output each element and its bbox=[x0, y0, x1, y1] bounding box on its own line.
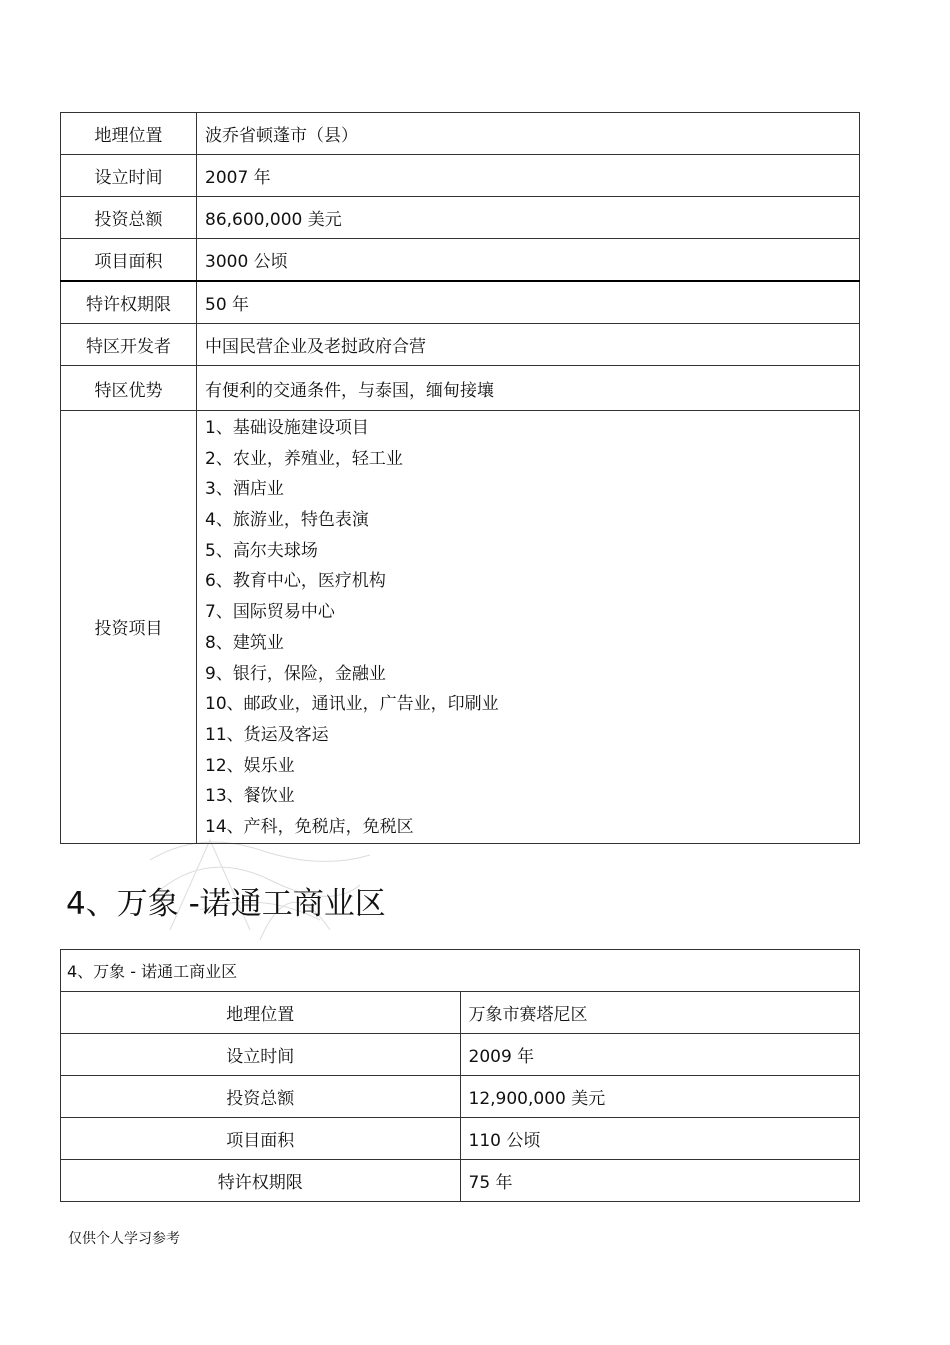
table-row bbox=[61, 197, 860, 239]
list-item: 11、货运及客运 bbox=[205, 724, 329, 745]
list-item: 14、产科，免税店，免税区 bbox=[205, 816, 414, 837]
row-label: 特许权期限 bbox=[61, 1160, 461, 1202]
row-label: 设立时间 bbox=[61, 155, 197, 197]
row-label: 项目面积 bbox=[61, 1118, 461, 1160]
row-label: 地理位置 bbox=[61, 992, 461, 1034]
row-value: 86,600,000 美元 bbox=[197, 197, 860, 239]
row-label: 设立时间 bbox=[61, 1034, 461, 1076]
list-item: 2、农业，养殖业，轻工业 bbox=[205, 448, 403, 469]
table-row bbox=[61, 324, 860, 366]
list-item: 3、酒店业 bbox=[205, 479, 284, 500]
row-label: 特区开发者 bbox=[61, 324, 197, 366]
row-value: 万象市赛塔尼区 bbox=[460, 992, 860, 1034]
footer-note: 仅供个人学习参考 bbox=[68, 1231, 180, 1247]
table-row bbox=[61, 239, 860, 282]
table-row bbox=[61, 1160, 860, 1202]
list-item: 4、旅游业，特色表演 bbox=[205, 510, 369, 531]
row-label: 投资总额 bbox=[61, 1076, 461, 1118]
table-row bbox=[61, 992, 860, 1034]
zone-info-table-2 bbox=[60, 949, 860, 1202]
list-item: 10、邮政业，通讯业，广告业，印刷业 bbox=[205, 694, 499, 715]
table-row bbox=[61, 411, 860, 844]
table-row bbox=[61, 155, 860, 197]
list-item: 7、国际贸易中心 bbox=[205, 602, 335, 623]
table-row bbox=[61, 1076, 860, 1118]
row-value: 50 年 bbox=[197, 281, 860, 324]
row-label: 特区优势 bbox=[61, 366, 197, 411]
table-row bbox=[61, 1118, 860, 1160]
row-value: 波乔省顿蓬市（县） bbox=[197, 113, 860, 155]
list-item: 5、高尔夫球场 bbox=[205, 540, 318, 561]
row-value: 3000 公顷 bbox=[197, 239, 860, 282]
row-label: 地理位置 bbox=[61, 113, 197, 155]
project-list bbox=[205, 411, 859, 843]
row-label: 项目面积 bbox=[61, 239, 197, 282]
list-item: 6、教育中心，医疗机构 bbox=[205, 571, 386, 592]
list-item: 13、餐饮业 bbox=[205, 786, 295, 807]
list-item: 8、建筑业 bbox=[205, 632, 284, 653]
list-item: 9、银行，保险，金融业 bbox=[205, 663, 386, 684]
row-value: 中国民营企业及老挝政府合营 bbox=[197, 324, 860, 366]
list-item: 1、基础设施建设项目 bbox=[205, 418, 369, 438]
table-row bbox=[61, 281, 860, 324]
table-row bbox=[61, 1034, 860, 1076]
section-heading: 4、万象 -诺通工商业区 bbox=[66, 886, 386, 922]
table-caption: 4、万象 - 诺通工商业区 bbox=[61, 950, 860, 992]
row-value: 2007 年 bbox=[197, 155, 860, 197]
row-value: 75 年 bbox=[460, 1160, 860, 1202]
row-value: 12,900,000 美元 bbox=[460, 1076, 860, 1118]
list-item: 12、娱乐业 bbox=[205, 755, 295, 776]
row-label: 投资项目 bbox=[61, 411, 197, 844]
table-row bbox=[61, 113, 860, 155]
projects-cell bbox=[197, 411, 860, 844]
table-row bbox=[61, 366, 860, 411]
table-row bbox=[61, 950, 860, 992]
row-label: 特许权期限 bbox=[61, 281, 197, 324]
row-value: 2009 年 bbox=[460, 1034, 860, 1076]
row-value: 有便利的交通条件，与泰国，缅甸接壤 bbox=[197, 366, 860, 411]
row-label: 投资总额 bbox=[61, 197, 197, 239]
row-value: 110 公顷 bbox=[460, 1118, 860, 1160]
zone-info-table-1 bbox=[60, 112, 860, 844]
